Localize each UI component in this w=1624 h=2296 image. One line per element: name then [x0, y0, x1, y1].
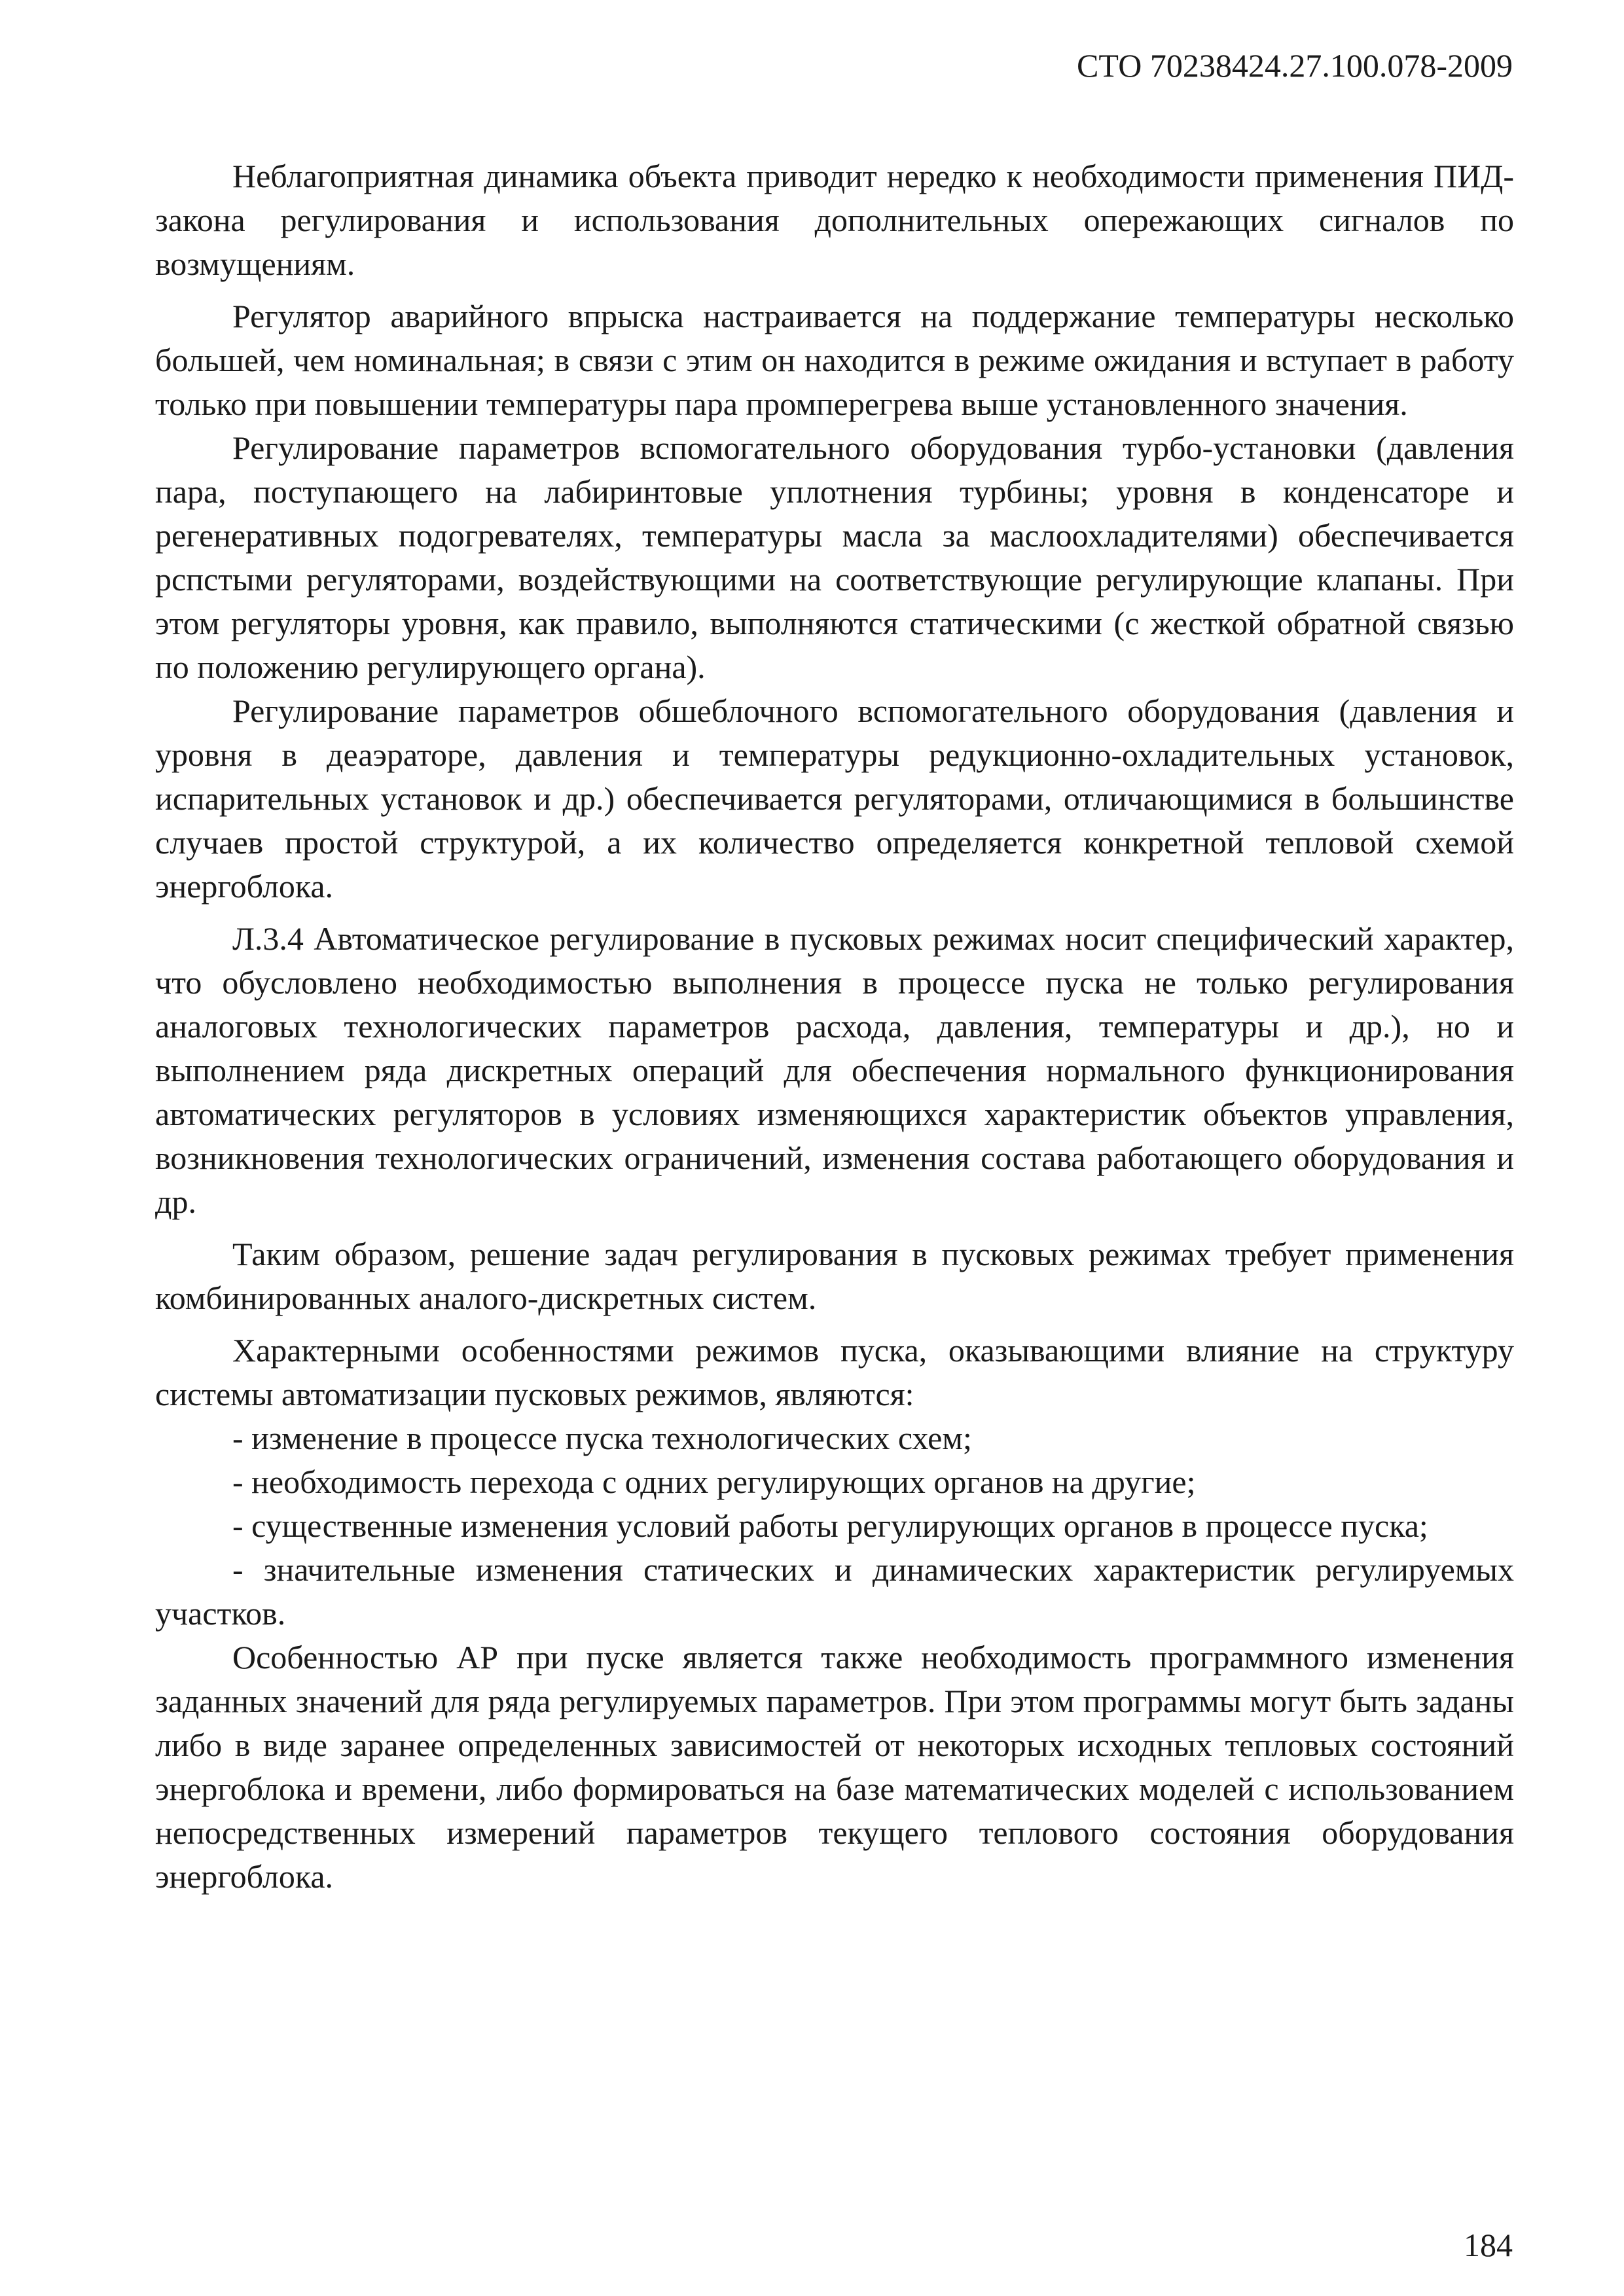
document-body: [155, 154, 1514, 1899]
list-item: - изменение в процессе пуска технологических схем;: [232, 1420, 972, 1456]
paragraph: Л.3.4 Автоматическое регулирование в пусковых режимах носит специфический характер, что обусловлено необходимостью выполнения в процессе пуска не только регулирования аналоговых технологических параметров расхода, давления, температуры и др.), но и выполнением ряда дискретных операций для обеспечения нормального функционирования автоматических регуляторов в условиях изменяющихся характеристик объектов управления, возникновения технологических ограничений, изменения состава работающего оборудования и др.: [155, 920, 1514, 1220]
paragraph: Регулирование параметров вспомогательного оборудования турбо-установки (давления пара, поступающего на лабиринтовые уплотнения турбины; уровня в конденсаторе и регенеративных подогревателях, температуры масла за маслоохладителями) обеспечивается рспстыми регуляторами, воздействующими на соответствующие регулирующие клапаны. При этом регуляторы уровня, как правило, выполняются статическими (с жесткой обратной связью по положению регулирующего органа).: [155, 429, 1514, 685]
list-item: - существенные изменения условий работы регулирующих органов в процессе пуска;: [232, 1507, 1428, 1544]
paragraph: Таким образом, решение задач регулирования в пусковых режимах требует применения комбинированных аналого-дискретных систем.: [155, 1236, 1514, 1316]
list-item: - необходимость перехода с одних регулирующих органов на другие;: [232, 1463, 1196, 1500]
paragraph: Характерными особенностями режимов пуска, оказывающими влияние на структуру системы автоматизации пусковых режимов, являются:: [155, 1332, 1514, 1412]
list-item: - значительные изменения статических и динамических характеристик регулируемых участков.: [155, 1551, 1514, 1632]
paragraph: Регулирование параметров обшеблочного вспомогательного оборудования (давления и уровня в деаэраторе, давления и температуры редукционно-охладительных установок, испарительных установок и др.) обеспечивается регуляторами, отличающимися в большинстве случаев простой структурой, а их количество определяется конкретной тепловой схемой энергоблока.: [155, 692, 1514, 905]
paragraph: Неблагоприятная динамика объекта приводит нередко к необходимости применения ПИД-закона регулирования и использования дополнительных опережающих сигналов по возмущениям.: [155, 158, 1514, 282]
paragraph: Регулятор аварийного впрыска настраивается на поддержание температуры несколько большей, чем номинальная; в связи с этим он находится в режиме ожидания и вступает в работу только при повышении температуры пара промперегрева выше установленного значения.: [155, 298, 1514, 422]
page-number: 184: [1464, 2227, 1513, 2263]
paragraph: Особенностью АР при пуске является также необходимость программного изменения заданных значений для ряда регулируемых параметров. При этом программы могут быть заданы либо в виде заранее определенных зависимостей от некоторых исходных тепловых состояний энергоблока и времени, либо формироваться на базе математических моделей с использованием непосредственных измерений параметров текущего теплового состояния оборудования энергоблока.: [155, 1639, 1514, 1895]
document-code-header: СТО 70238424.27.100.078-2009: [1077, 47, 1513, 84]
